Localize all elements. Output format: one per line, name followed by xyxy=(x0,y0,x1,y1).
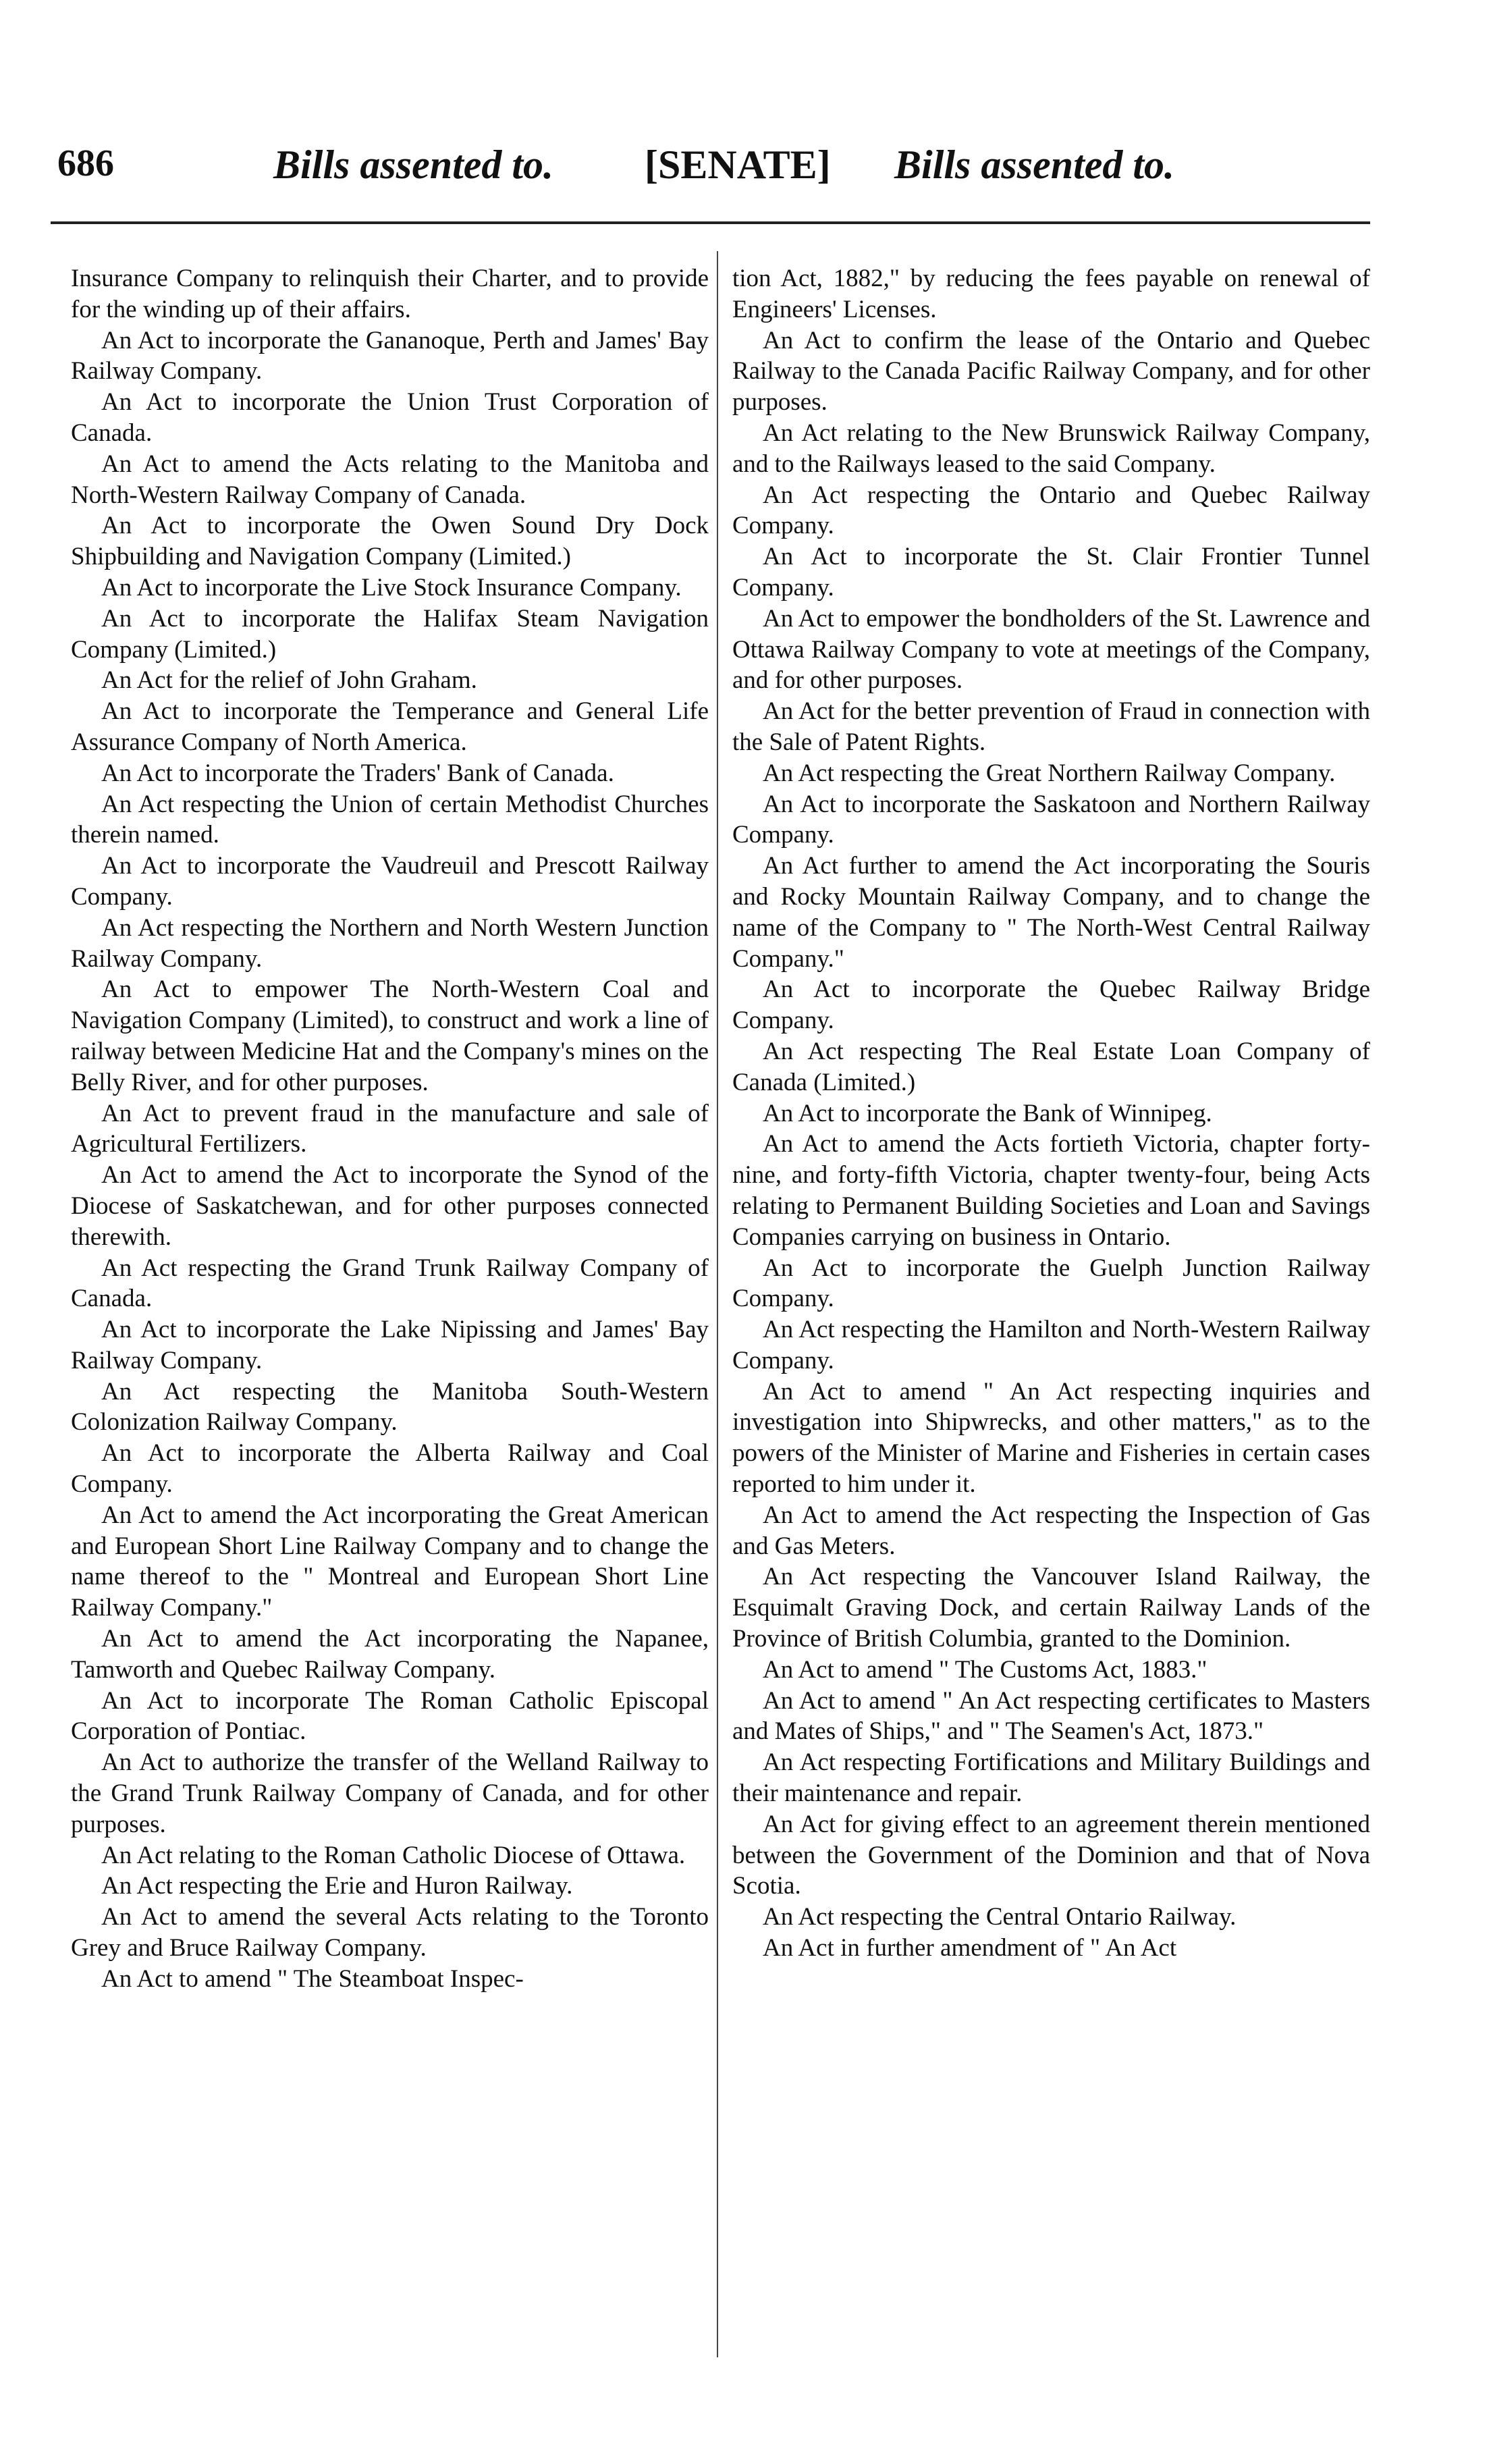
act-entry: Insurance Company to relinquish their Charter, and to provide for the winding up of their affairs. xyxy=(71,265,709,323)
act-entry: An Act relating to the New Brunswick Railway Company, and to the Railways leased to the said Company. xyxy=(732,419,1370,478)
act-entry: An Act respecting the Manitoba South-Western Colonization Railway Company. xyxy=(71,1377,709,1437)
act-entry: An Act to amend the Acts relating to the Manitoba and North-Western Railway Company of Canada. xyxy=(71,450,709,509)
act-entry: An Act respecting the Central Ontario Railway. xyxy=(763,1903,1237,1931)
act-entry: An Act respecting the Erie and Huron Railway. xyxy=(101,1872,573,1900)
act-entry: An Act respecting the Vancouver Island Railway, the Esquimalt Graving Dock, and certain Railway Lands of the Province of British Columbia, granted to the Dominion. xyxy=(732,1563,1370,1653)
act-entry: An Act to incorporate the Guelph Junction Railway Company. xyxy=(732,1254,1370,1313)
act-entry: An Act to incorporate the Traders' Bank of Canada. xyxy=(101,759,614,787)
page-number: 686 xyxy=(57,142,114,184)
act-entry: An Act to incorporate the Lake Nipissing and James' Bay Railway Company. xyxy=(71,1316,709,1374)
act-entry: An Act to empower The North-Western Coal and Navigation Company (Limited), to construct and work a line of railway between Medicine Hat and the Company's mines on the Belly River, and for other purposes. xyxy=(71,975,709,1096)
act-entry: An Act respecting the Great Northern Railway Company. xyxy=(763,759,1336,787)
act-entry: An Act to incorporate the Alberta Railway and Coal Company. xyxy=(71,1439,709,1499)
act-entry: An Act respecting The Real Estate Loan Company of Canada (Limited.) xyxy=(732,1037,1370,1096)
act-entry: An Act to incorporate the Halifax Steam Navigation Company (Limited.) xyxy=(71,604,709,664)
act-entry: An Act to amend the Act to incorporate the Synod of the Diocese of Saskatchewan, and for other purposes connected therewith. xyxy=(71,1161,709,1251)
act-entry: An Act to incorporate the Gananoque, Perth and James' Bay Railway Company. xyxy=(71,326,709,385)
act-entry: An Act further to amend the Act incorporating the Souris and Rocky Mountain Railway Company, and to change the name of the Company to " The North-West Central Railway Company." xyxy=(732,852,1370,973)
page-header xyxy=(51,135,1367,209)
act-entry: An Act to incorporate the Union Trust Corporation of Canada. xyxy=(71,388,709,447)
right-column xyxy=(732,263,1370,1964)
act-entry: An Act respecting the Northern and North Western Junction Railway Company. xyxy=(71,913,709,973)
left-column xyxy=(71,263,709,1995)
act-entry: An Act to amend the several Acts relating to the Toronto Grey and Bruce Railway Company. xyxy=(71,1903,709,1962)
running-title-right: Bills assented to. xyxy=(894,142,1175,187)
act-entry: An Act to amend the Act respecting the Inspection of Gas and Gas Meters. xyxy=(732,1501,1370,1560)
act-entry: An Act to amend the Acts fortieth Victoria, chapter forty-nine, and forty-fifth Victoria, chapter twenty-four, being Acts relating to Permanent Building Societies and Loan and Savings Companies carrying on business in Ontario. xyxy=(732,1130,1370,1251)
act-entry: An Act to amend " An Act respecting inquiries and investigation into Shipwrecks, and other matters," as to the powers of the Minister of Marine and Fisheries in certain cases reported to him under it. xyxy=(732,1377,1370,1499)
act-entry: tion Act, 1882," by reducing the fees payable on renewal of Engineers' Licenses. xyxy=(732,265,1370,323)
act-entry: An Act respecting the Grand Trunk Railway Company of Canada. xyxy=(71,1254,709,1313)
act-entry: An Act to amend " The Customs Act, 1883." xyxy=(763,1655,1207,1684)
act-entry: An Act for the better prevention of Fraud in connection with the Sale of Patent Rights. xyxy=(732,697,1370,756)
act-entry: An Act to authorize the transfer of the Welland Railway to the Grand Trunk Railway Company of Canada, and for other purposes. xyxy=(71,1748,709,1838)
act-entry: An Act to prevent fraud in the manufacture and sale of Agricultural Fertilizers. xyxy=(71,1099,709,1158)
act-entry: An Act to amend the Act incorporating the Napanee, Tamworth and Quebec Railway Company. xyxy=(71,1625,709,1684)
running-title-center: [SENATE] xyxy=(645,142,831,187)
act-entry: An Act respecting the Hamilton and North-Western Railway Company. xyxy=(732,1316,1370,1374)
act-entry: An Act to incorporate the Quebec Railway Bridge Company. xyxy=(732,975,1370,1035)
act-entry: An Act to incorporate The Roman Catholic Episcopal Corporation of Pontiac. xyxy=(71,1686,709,1746)
header-rule xyxy=(51,221,1370,224)
act-entry: An Act to incorporate the Saskatoon and Northern Railway Company. xyxy=(732,790,1370,849)
act-entry: An Act to incorporate the Owen Sound Dry Dock Shipbuilding and Navigation Company (Limited.) xyxy=(71,512,709,571)
act-entry: An Act to incorporate the St. Clair Frontier Tunnel Company. xyxy=(732,543,1370,601)
running-title-left: Bills assented to. xyxy=(273,142,554,187)
act-entry: An Act to incorporate the Temperance and General Life Assurance Company of North America. xyxy=(71,697,709,756)
act-entry: An Act relating to the Roman Catholic Diocese of Ottawa. xyxy=(101,1841,686,1869)
act-entry: An Act to confirm the lease of the Ontario and Quebec Railway to the Canada Pacific Railway Company, and for other purposes. xyxy=(732,326,1370,417)
column-divider xyxy=(717,251,718,2357)
act-entry: An Act to incorporate the Vaudreuil and Prescott Railway Company. xyxy=(71,852,709,911)
act-entry: An Act to amend " An Act respecting certificates to Masters and Mates of Ships," and " The Seamen's Act, 1873." xyxy=(732,1686,1370,1746)
act-entry: An Act respecting the Union of certain Methodist Churches therein named. xyxy=(71,790,709,849)
act-entry: An Act for giving effect to an agreement therein mentioned between the Government of the Dominion and that of Nova Scotia. xyxy=(732,1810,1370,1900)
act-entry: An Act to incorporate the Bank of Winnipeg. xyxy=(763,1099,1212,1127)
act-entry: An Act to incorporate the Live Stock Insurance Company. xyxy=(101,573,682,601)
act-entry: An Act respecting the Ontario and Quebec Railway Company. xyxy=(732,481,1370,540)
act-entry: An Act to amend " The Steamboat Inspec- xyxy=(101,1964,524,1993)
act-entry: An Act for the relief of John Graham. xyxy=(101,666,477,695)
act-entry: An Act to empower the bondholders of the St. Lawrence and Ottawa Railway Company to vote at meetings of the Company, and for other purposes. xyxy=(732,604,1370,695)
act-entry: An Act respecting Fortifications and Military Buildings and their maintenance and repair. xyxy=(732,1748,1370,1808)
act-entry: An Act to amend the Act incorporating the Great American and European Short Line Railway Company and to change the name thereof to the " Montreal and European Short Line Railway Company." xyxy=(71,1501,709,1622)
act-entry: An Act in further amendment of " An Act xyxy=(763,1934,1177,1962)
